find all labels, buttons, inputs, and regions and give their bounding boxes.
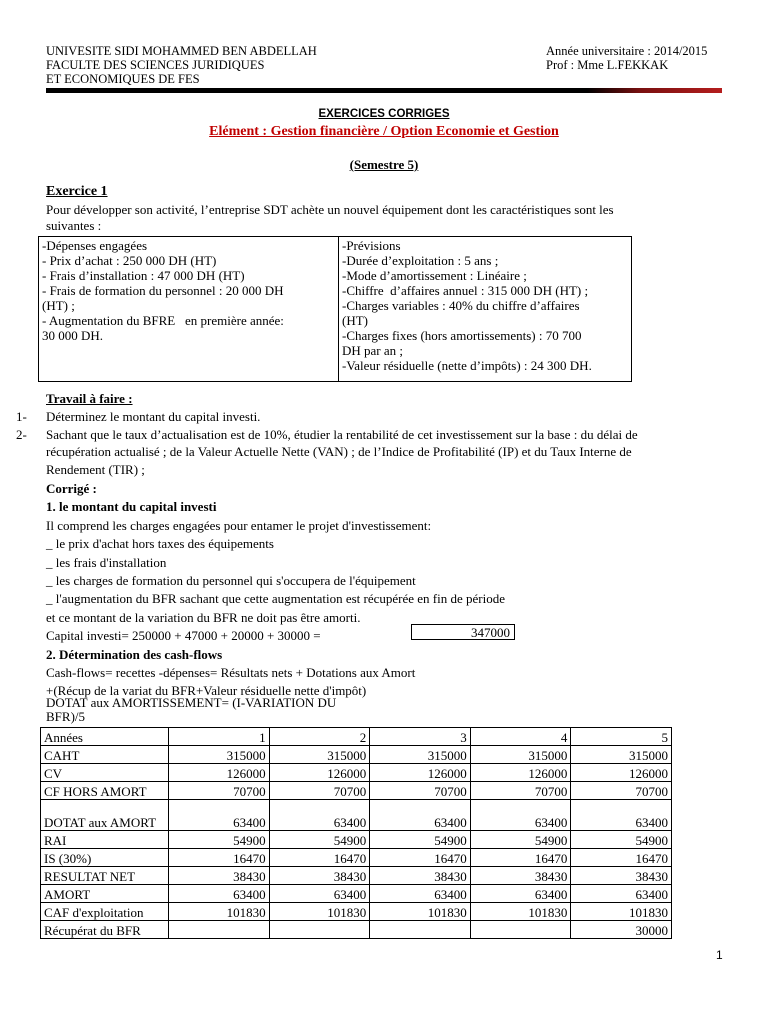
table-cell: 315000: [370, 746, 471, 764]
semester-title: (Semestre 5): [349, 157, 419, 172]
table-cell: 16470: [571, 849, 672, 867]
header-rule: [46, 88, 722, 93]
row-label: DOTAT aux AMORT: [41, 800, 169, 831]
table-cell: 126000: [370, 764, 471, 782]
work-item-line: Sachant que le taux d’actualisation est de 10%, étudier la rentabilité de cet investissement sur la base : du délai de: [46, 426, 638, 442]
work-item: [16, 426, 756, 479]
column-header: Années: [41, 728, 169, 746]
depreciation-formula: [46, 696, 336, 724]
table-cell: 38430: [470, 867, 571, 885]
table-cell: 54900: [470, 831, 571, 849]
capital-value-box: 347000: [411, 624, 515, 640]
page-number: 1: [716, 948, 723, 962]
table-cell: 63400: [370, 800, 471, 831]
table-cell: [370, 921, 471, 939]
row-label: AMORT: [41, 885, 169, 903]
table-cell: 315000: [269, 746, 370, 764]
table-cell: 38430: [169, 867, 270, 885]
forecast-line: -Charges fixes (hors amortissements) : 70 700: [342, 328, 582, 343]
table-cell: 70700: [470, 782, 571, 800]
expenses-cell: [39, 237, 339, 382]
table-cell: 70700: [370, 782, 471, 800]
table-cell: 63400: [370, 885, 471, 903]
table-cell: 126000: [169, 764, 270, 782]
table-cell: 63400: [169, 885, 270, 903]
section2-title: 2. Détermination des cash-flows: [46, 646, 223, 662]
work-item-number: 2-: [16, 426, 27, 442]
work-item-line: récupération actualisé ; de la Valeur Actuelle Nette (VAN) ; de l’Indice de Profitabilité (IP) et du Taux Interne de: [46, 444, 632, 459]
table-cell: 70700: [571, 782, 672, 800]
table-cell: 101830: [470, 903, 571, 921]
table-cell: 54900: [370, 831, 471, 849]
table-cell: 70700: [169, 782, 270, 800]
section2-line: Cash-flows= recettes -dépenses= Résultats nets + Dotations aux Amort: [46, 665, 416, 681]
work-item-number: 1-: [16, 409, 27, 424]
table-cell: 101830: [370, 903, 471, 921]
exercise-heading: Exercice 1: [46, 184, 108, 199]
column-header: 2: [269, 728, 370, 746]
table-cell: 63400: [571, 885, 672, 903]
table-cell: 63400: [470, 800, 571, 831]
table-cell: 101830: [169, 903, 270, 921]
row-label: RESULTAT NET: [41, 867, 169, 885]
row-label: CAHT: [41, 746, 169, 764]
intro-line: suivantes :: [46, 218, 102, 233]
table-cell: [470, 921, 571, 939]
section2-line: DOTAT aux AMORTISSEMENT= (I-VARIATION DU: [46, 695, 337, 710]
row-label: CAF d'exploitation: [41, 903, 169, 921]
table-cell: 16470: [470, 849, 571, 867]
table-cell: 126000: [470, 764, 571, 782]
institution-block: [46, 44, 317, 86]
table-cell: 16470: [269, 849, 370, 867]
work-heading: Travail à faire :: [46, 391, 133, 406]
exercise-intro: [46, 202, 614, 234]
expense-line: - Frais de formation du personnel : 20 000 DH: [42, 283, 284, 298]
section1-line: Il comprend les charges engagées pour entamer le projet d'investissement:: [46, 517, 432, 533]
column-header: 1: [169, 728, 270, 746]
table-cell: 101830: [571, 903, 672, 921]
expense-line: (HT) ;: [42, 298, 75, 313]
table-cell: 63400: [470, 885, 571, 903]
expense-line: -Dépenses engagées: [42, 238, 148, 253]
forecast-line: DH par an ;: [342, 343, 404, 358]
table-cell: 63400: [269, 885, 370, 903]
table-row: [41, 782, 672, 800]
table-row: [41, 903, 672, 921]
section1-line: _ les charges de formation du personnel qui s'occupera de l'équipement: [46, 573, 416, 589]
table-cell: 315000: [571, 746, 672, 764]
intro-line: Pour développer son activité, l’entreprise SDT achète un nouvel équipement dont les caractéristiques sont les: [46, 202, 614, 217]
table-row: [41, 831, 672, 849]
table-cell: 16470: [169, 849, 270, 867]
row-label: CF HORS AMORT: [41, 782, 169, 800]
forecast-line: -Prévisions: [342, 238, 401, 253]
table-cell: 315000: [169, 746, 270, 764]
table-row: [41, 885, 672, 903]
table-cell: 70700: [269, 782, 370, 800]
table-cell: 54900: [269, 831, 370, 849]
table-row: [41, 800, 672, 831]
table-cell: 63400: [571, 800, 672, 831]
table-cell: 30000: [571, 921, 672, 939]
correction-heading: Corrigé :: [46, 481, 97, 496]
table-cell: [269, 921, 370, 939]
section2-line: +(Récup de la variat du BFR+Valeur résiduelle nette d'impôt): [46, 683, 367, 699]
correction-section: [46, 480, 726, 701]
expense-line: - Prix d’achat : 250 000 DH (HT): [42, 253, 217, 268]
institution-line: UNIVESITE SIDI MOHAMMED BEN ABDELLAH: [46, 44, 317, 58]
forecast-line: -Durée d’exploitation : 5 ans ;: [342, 253, 499, 268]
expense-line: 30 000 DH.: [42, 328, 104, 343]
row-label: RAI: [41, 831, 169, 849]
table-row: [41, 867, 672, 885]
section2-line: BFR)/5: [46, 709, 86, 724]
table-row: [41, 764, 672, 782]
column-header: 4: [470, 728, 571, 746]
professor-name: Prof : Mme L.FEKKAK: [546, 58, 669, 72]
expense-line: - Augmentation du BFRE en première année:: [42, 313, 284, 328]
column-header: 3: [370, 728, 471, 746]
section1-title: 1. le montant du capital investi: [46, 499, 217, 515]
section1-line: _ le prix d'achat hors taxes des équipements: [46, 536, 274, 552]
specifications-table: [38, 236, 632, 382]
cash-flow-table: [40, 727, 672, 939]
table-cell: 54900: [169, 831, 270, 849]
row-label: CV: [41, 764, 169, 782]
table-header-row: [41, 728, 672, 746]
section1-line: _ les frais d'installation: [46, 554, 167, 570]
capital-formula: Capital investi= 250000 + 47000 + 20000 + 30000 =: [46, 628, 321, 644]
table-cell: 63400: [269, 800, 370, 831]
forecast-line: (HT): [342, 313, 368, 328]
table-cell: 126000: [269, 764, 370, 782]
work-item-line: Déterminez le montant du capital investi.: [46, 409, 261, 424]
work-item: [16, 408, 756, 426]
institution-line: ET ECONOMIQUES DE FES: [46, 72, 200, 86]
expense-line: - Frais d’installation : 47 000 DH (HT): [42, 268, 245, 283]
table-cell: 126000: [571, 764, 672, 782]
page-title: EXERCICES CORRIGES: [318, 108, 450, 120]
table-cell: 63400: [169, 800, 270, 831]
forecast-line: -Mode d’amortissement : Linéaire ;: [342, 268, 527, 283]
table-row: [41, 746, 672, 764]
work-list: [16, 408, 756, 478]
forecast-line: -Valeur résiduelle (nette d’impôts) : 24 300 DH.: [342, 358, 592, 373]
row-label: IS (30%): [41, 849, 169, 867]
work-item-line: Rendement (TIR) ;: [46, 461, 145, 477]
table-cell: 38430: [571, 867, 672, 885]
table-cell: 101830: [269, 903, 370, 921]
forecast-line: -Charges variables : 40% du chiffre d’affaires: [342, 298, 580, 313]
table-cell: 315000: [470, 746, 571, 764]
institution-line: FACULTE DES SCIENCES JURIDIQUES: [46, 58, 265, 72]
table-cell: 16470: [370, 849, 471, 867]
academic-info-block: [546, 44, 707, 72]
table-cell: 54900: [571, 831, 672, 849]
table-cell: 38430: [370, 867, 471, 885]
column-header: 5: [571, 728, 672, 746]
table-row: [41, 849, 672, 867]
row-label: Récupérat du BFR: [41, 921, 169, 939]
subject-title: Elément : Gestion financière / Option Economie et Gestion: [209, 124, 559, 139]
forecast-line: -Chiffre d’affaires annuel : 315 000 DH (HT) ;: [342, 283, 589, 298]
section1-line: _ l'augmentation du BFR sachant que cette augmentation est récupérée en fin de période: [46, 591, 505, 607]
forecasts-cell: [339, 237, 632, 382]
table-row: [41, 921, 672, 939]
academic-year: Année universitaire : 2014/2015: [546, 44, 708, 58]
table-cell: [169, 921, 270, 939]
table-cell: 38430: [269, 867, 370, 885]
section1-line: et ce montant de la variation du BFR ne doit pas être amorti.: [46, 609, 361, 625]
